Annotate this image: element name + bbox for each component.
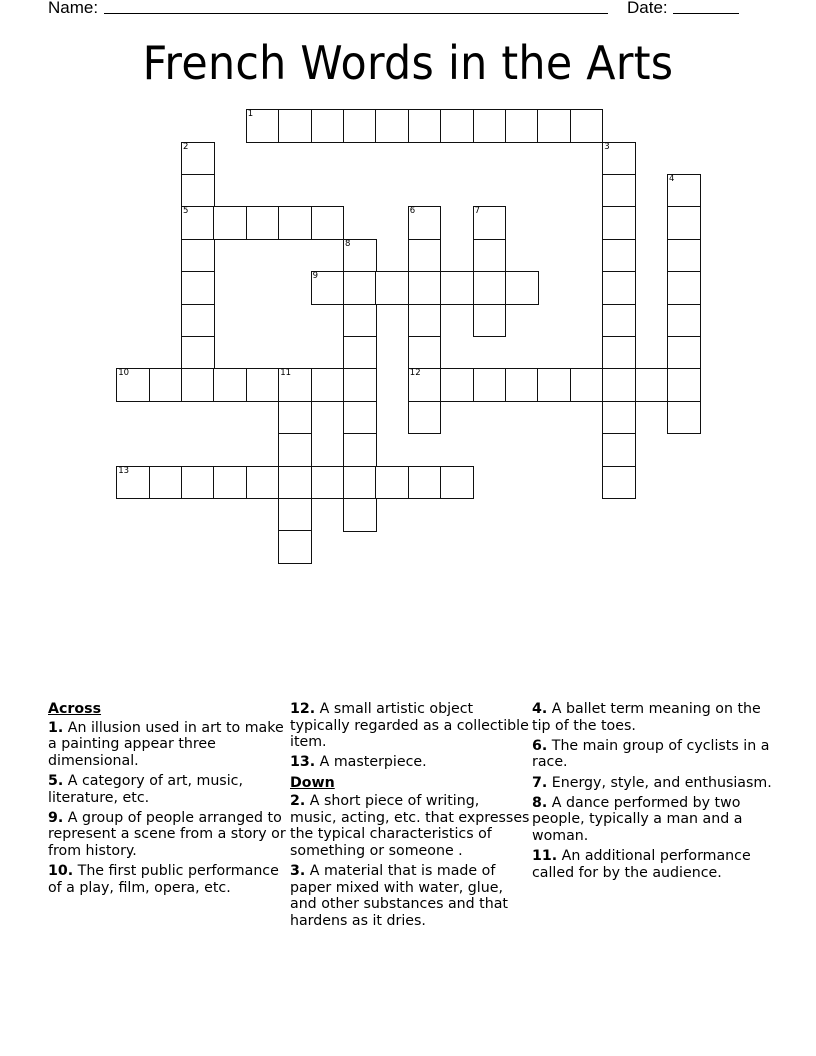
grid-cell[interactable] [667, 304, 701, 338]
clue-text: Energy, style, and enthusiasm. [547, 774, 772, 791]
grid-cell[interactable] [343, 401, 377, 435]
grid-cell[interactable] [213, 206, 247, 240]
clue-down-6 [532, 738, 772, 771]
name-field[interactable] [104, 0, 608, 14]
grid-cell[interactable] [375, 109, 409, 143]
grid-cell[interactable] [602, 239, 636, 273]
grid-cell[interactable] [440, 368, 474, 402]
grid-cell[interactable] [343, 466, 377, 500]
grid-cell[interactable] [602, 336, 636, 370]
grid-cell[interactable] [408, 368, 442, 402]
grid-cell[interactable] [181, 304, 215, 338]
grid-cell[interactable] [602, 466, 636, 500]
grid-cell[interactable] [343, 368, 377, 402]
grid-cell[interactable] [343, 336, 377, 370]
clue-down-8 [532, 795, 772, 845]
clue-across-5 [48, 773, 288, 806]
grid-cell[interactable] [602, 401, 636, 435]
cell-number: 4 [669, 174, 675, 184]
clue-text: A category of art, music, literature, etc. [48, 772, 243, 806]
grid-cell[interactable] [408, 466, 442, 500]
grid-cell[interactable] [181, 336, 215, 370]
grid-cell[interactable] [473, 304, 507, 338]
clue-text: A short piece of writing, music, acting, etc. that expresses the typical characteristics of something or someone . [290, 793, 530, 859]
grid-cell[interactable] [246, 368, 280, 402]
grid-cell[interactable] [408, 109, 442, 143]
cell-number: 8 [345, 238, 351, 249]
cell-number: 2 [183, 141, 189, 152]
cell-number: 3 [604, 141, 610, 152]
clue-text: A ballet term meaning on the tip of the toes. [532, 701, 761, 734]
grid-cell[interactable] [408, 239, 442, 273]
clue-number: 7. [532, 774, 548, 791]
grid-cell[interactable] [667, 239, 701, 273]
grid-cell[interactable] [602, 174, 636, 208]
grid-cell[interactable] [213, 466, 247, 500]
cell-number: 5 [183, 206, 189, 217]
grid-cell[interactable] [278, 109, 312, 143]
clue-down-4 [532, 701, 772, 734]
clue-number: 12. [290, 701, 316, 717]
crossword-grid [117, 110, 717, 570]
grid-cell[interactable] [473, 368, 507, 402]
grid-cell[interactable] [505, 109, 539, 143]
grid-cell[interactable] [667, 206, 701, 240]
cell-number: 6 [409, 206, 416, 217]
grid-cell[interactable] [311, 206, 345, 240]
grid-cell[interactable] [537, 368, 571, 402]
grid-cell[interactable] [181, 174, 215, 208]
grid-cell[interactable] [408, 271, 442, 305]
clue-number: 10. [48, 863, 74, 880]
grid-cell[interactable] [116, 368, 150, 402]
grid-cell[interactable] [408, 336, 442, 370]
grid-cell[interactable] [440, 466, 474, 500]
clue-across-9 [48, 810, 288, 860]
grid-cell[interactable] [181, 466, 215, 500]
clue-down-3 [290, 863, 530, 929]
clue-number: 8. [532, 794, 548, 811]
grid-cell[interactable] [408, 206, 442, 240]
clue-across-10 [48, 863, 288, 896]
cell-number: 9 [312, 271, 319, 282]
grid-cell[interactable] [505, 368, 539, 402]
grid-cell[interactable] [149, 466, 183, 500]
grid-cell[interactable] [116, 466, 150, 500]
cell-number: 13 [118, 465, 130, 476]
grid-cell[interactable] [667, 401, 701, 435]
across-heading: Across [48, 701, 102, 717]
clue-text: A dance performed by two people, typically a man and a woman. [532, 794, 743, 844]
grid-cell[interactable] [181, 368, 215, 402]
header [48, 0, 748, 19]
grid-cell[interactable] [602, 271, 636, 305]
clue-number: 1. [48, 719, 64, 736]
grid-cell[interactable] [311, 368, 345, 402]
cell-number: 11 [280, 368, 292, 379]
grid-cell[interactable] [408, 304, 442, 338]
grid-cell[interactable] [343, 271, 377, 305]
grid-cell[interactable] [602, 206, 636, 240]
grid-cell[interactable] [246, 466, 280, 500]
grid-cell[interactable] [602, 368, 636, 402]
grid-cell[interactable] [440, 109, 474, 143]
grid-cell[interactable] [602, 304, 636, 338]
clue-text: A small artistic object typically regarded as a collectible item. [290, 701, 529, 751]
grid-cell[interactable] [667, 368, 701, 402]
grid-cell[interactable] [570, 109, 604, 143]
clue-text: The main group of cyclists in a race. [532, 737, 770, 771]
clue-text: The first public performance of a play, film, opera, etc. [48, 863, 279, 896]
clue-number: 13. [290, 754, 316, 771]
down-heading: Down [290, 774, 335, 791]
cell-number: 10 [118, 368, 130, 379]
clue-across-1 [48, 720, 288, 770]
clues-column-1 [48, 701, 288, 900]
clues-column-3 [532, 701, 772, 885]
grid-cell[interactable] [311, 271, 345, 305]
grid-cell[interactable] [181, 271, 215, 305]
clue-number: 5. [48, 772, 64, 789]
grid-cell[interactable] [635, 368, 669, 402]
grid-cell[interactable] [375, 271, 409, 305]
grid-cell[interactable] [505, 271, 539, 305]
grid-cell[interactable] [278, 466, 312, 500]
grid-cell[interactable] [278, 530, 312, 564]
grid-cell[interactable] [181, 239, 215, 273]
grid-cell[interactable] [440, 271, 474, 305]
grid-cell[interactable] [278, 368, 312, 402]
grid-cell[interactable] [343, 498, 377, 532]
grid-cell[interactable] [343, 304, 377, 338]
grid-cell[interactable] [343, 239, 377, 273]
grid-cell[interactable] [570, 368, 604, 402]
grid-cell[interactable] [311, 466, 345, 500]
grid-cell[interactable] [278, 433, 312, 467]
grid-cell[interactable] [246, 206, 280, 240]
grid-cell[interactable] [278, 401, 312, 435]
grid-cell[interactable] [408, 401, 442, 435]
grid-cell[interactable] [473, 109, 507, 143]
cell-number: 12 [409, 368, 421, 379]
name-label: Name: [48, 0, 99, 17]
grid-cell[interactable] [602, 142, 636, 176]
date-label: Date: [627, 0, 668, 17]
grid-cell[interactable] [473, 239, 507, 273]
grid-cell[interactable] [278, 206, 312, 240]
clue-down-2 [290, 793, 530, 859]
clue-text: A material that is made of paper mixed with water, glue, and other substances and that hardens as it dries. [290, 863, 508, 929]
clue-text: An additional performance called for by the audience. [532, 848, 751, 881]
clue-down-7 [532, 775, 772, 792]
clue-number: 2. [290, 793, 306, 810]
clues-column-2 [290, 701, 530, 933]
grid-cell[interactable] [537, 109, 571, 143]
grid-cell[interactable] [181, 206, 215, 240]
grid-cell[interactable] [667, 271, 701, 305]
grid-cell[interactable] [246, 109, 280, 143]
grid-cell[interactable] [375, 466, 409, 500]
grid-cell[interactable] [213, 368, 247, 402]
grid-cell[interactable] [149, 368, 183, 402]
clue-across-13 [290, 754, 530, 771]
page-title: French Words in the Arts [142, 36, 674, 90]
grid-cell[interactable] [473, 271, 507, 305]
clue-text: A group of people arranged to represent a scene from a story or from history. [48, 809, 286, 859]
grid-cell[interactable] [602, 433, 636, 467]
clue-number: 4. [532, 701, 548, 717]
clue-number: 11. [532, 848, 558, 865]
grid-cell[interactable] [181, 142, 215, 176]
grid-cell[interactable] [667, 336, 701, 370]
grid-cell[interactable] [278, 498, 312, 532]
grid-cell[interactable] [667, 174, 701, 208]
clue-across-12 [290, 701, 530, 751]
clue-down-11 [532, 848, 772, 881]
clue-text: An illusion used in art to make a painting appear three dimensional. [48, 719, 284, 769]
clue-number: 6. [532, 737, 548, 754]
grid-cell[interactable] [473, 206, 507, 240]
clue-number: 3. [290, 863, 306, 880]
clue-text: A masterpiece. [315, 754, 427, 771]
clue-number: 9. [48, 809, 64, 826]
cell-number: 1 [247, 109, 254, 120]
grid-cell[interactable] [343, 109, 377, 143]
date-field[interactable] [673, 0, 739, 14]
grid-cell[interactable] [311, 109, 345, 143]
cell-number: 7 [474, 206, 481, 217]
grid-cell[interactable] [343, 433, 377, 467]
